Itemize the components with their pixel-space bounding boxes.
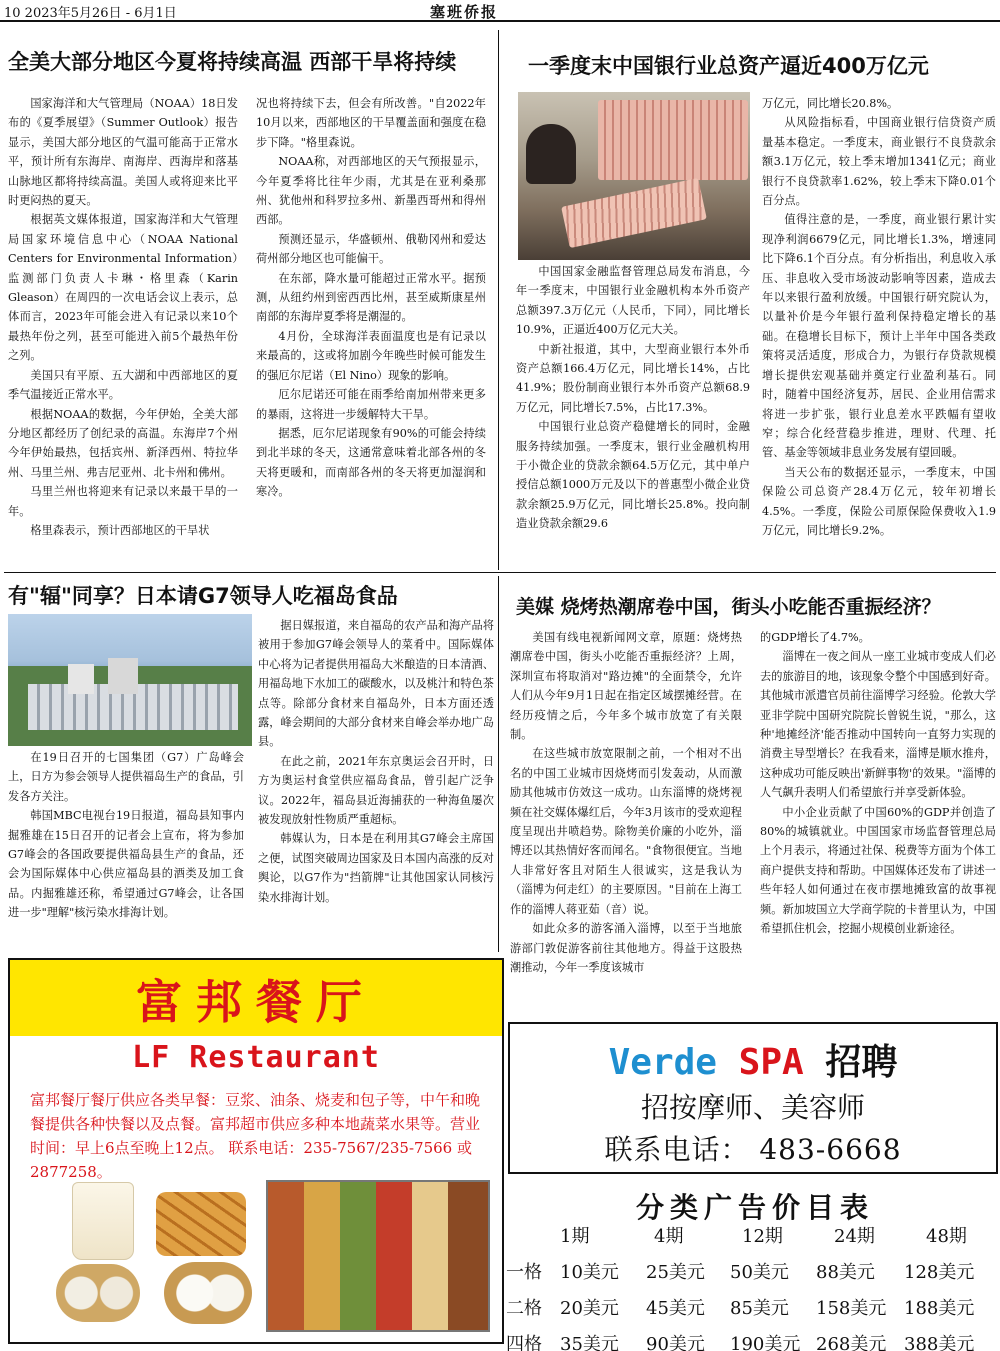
price-row-label: 四格 [506,1334,542,1351]
price-cell: 90美元 [646,1334,705,1351]
article3-col-left [8,748,244,948]
spa-phone: 联系电话： 483-6668 [604,1133,902,1166]
paragraph: 据悉，厄尔尼诺现象有90%的可能会持续到北半球的冬天，这通常意味着北部各州的冬天将更暖和，而南部各州的冬天将更加湿润和寒冷。 [256,426,486,499]
price-header: 4期 [654,1226,684,1247]
price-cell: 85美元 [730,1298,789,1319]
price-cell: 25美元 [646,1262,705,1283]
reactor-building [68,664,94,694]
price-cell: 188美元 [904,1298,975,1319]
price-header: 1期 [560,1226,590,1247]
paragraph: 值得注意的是，一季度，商业银行累计实现净利润6679亿元，同比增长1.3%，增速同比下降6.1个百分点。有分析指出，利息收入承压、非息收入受市场波动影响等因素，造成去年以来银行盈利放缓。中国银行研究院认为，以量补价是今年银行盈利保持稳定增长的基础。在稳增长目标下，预计上半年中国各类政策将灵活适度，形成合力，为银行存贷款规模增长提供宏观基础并奠定行业盈利基石。同时，随着中国经济复苏，居民、企业用信需求将进一步扩张，银行业息差水平跌幅有望收窄；综合化经营稳步推进，理财、代理、托管、基金等领域非息业务发展有望回暖。 [762,213,996,460]
paragraph: 美国只有平原、五大湖和中西部地区的夏季气温接近正常水平。 [8,368,238,402]
price-cell: 190美元 [730,1334,801,1351]
spa-ad [508,1022,998,1174]
article3-headline: 有"辐"同享？日本请G7领导人吃福岛食品 [8,584,398,608]
restaurant-name-cn: 富邦餐厅 [136,975,376,1029]
price-table-header [504,1222,998,1252]
price-header: 12期 [742,1226,783,1247]
paragraph: 在19日召开的七国集团（G7）广岛峰会上，日方为参会领导人提供福岛生产的食品，引发各方关注。 [8,751,244,803]
paragraph: 况也将持续下去，但会有所改善。"自2022年10月以来，西部地区的干旱覆盖面和强度在稳步下降。"格里森说。 [256,97,486,149]
bank-teller-photo [518,92,750,260]
cash-stacks [598,100,748,180]
price-cell: 35美元 [560,1334,619,1351]
steamed-bun-icon [164,1262,252,1324]
price-table-title: 分类广告价目表 [635,1191,874,1224]
price-cell: 20美元 [560,1298,619,1319]
paragraph: 从风险指标看，中国商业银行信贷资产质量基本稳定。一季度末，商业银行不良贷款余额3.1万亿元，较上季末增加1341亿元；商业银行不良贷款率1.62%，较上季末下降0.01个百分点。 [762,116,996,208]
paragraph: 预测还显示，华盛顿州、俄勒冈州和爱达荷州部分地区也可能偏干。 [256,232,486,266]
shumai-icon [56,1264,140,1322]
paragraph: 格里森表示，预计西部地区的干旱状 [30,523,210,537]
article4-headline: 美媒 烧烤热潮席卷中国，街头小吃能否重振经济？ [516,596,941,618]
paragraph: 据日媒报道，来自福岛的农产品和海产品将被用于参加G7峰会领导人的菜肴中。国际媒体中心将为记者提供用福岛大米酿造的日本清酒、用福岛地下水加工的碳酸水，以及桃汁和特色茶点等。除部分食材来自福岛外，日本方面还透露，峰会期间的大部分食材来自峰会举办地广岛县。 [258,619,494,749]
paragraph: 韩媒认为，日本是在利用其G7峰会主席国之便，试图突破周边国家及日本国内高涨的反对舆论，以G7作为"挡箭牌"让其他国家认同核污染水排海计划。 [258,832,494,904]
spa-title [510,1034,996,1085]
paragraph: 4月份，全球海洋表面温度也是有记录以来最高的，这或将加剧今年晚些时候可能发生的强厄尔尼诺（El Nino）现象的影响。 [256,329,486,382]
paragraph: 中国银行业总资产稳健增长的同时，金融服务持续加强。一季度末，银行业金融机构用于小微企业的贷款余额64.5万亿元，其中单户授信总额1000万元及以下的普惠型小微企业贷款余额25.9万亿元，同比增长25.8%。投向制造业贷款余额29.6 [516,420,750,531]
price-row [504,1294,998,1324]
paragraph: 根据NOAA的数据，今年伊始，全美大部分地区都经历了创纪录的高温。东海岸7个州今年伊始最热，包括宾州、新泽西州、特拉华州、马里兰州、弗吉尼亚州、北卡州和佛州。 [8,407,238,479]
paragraph: 中国国家金融监督管理总局发布消息，今年一季度末，中国银行业金融机构本外币资产总额397.3万亿元（人民币，下同），同比增长10.9%，正逼近400万亿元大关。 [516,265,750,337]
article4-col2 [760,628,996,1012]
column-divider [498,30,499,570]
article2-col2 [762,94,996,570]
paragraph: 如此众多的游客涌入淄博，以至于当地旅游部门敦促游客前往其他地方。得益于这股热潮推动，今年一季度该城市 [510,922,742,974]
fried-dough-icon [156,1192,246,1256]
paragraph: 在东部，降水量可能超过正常水平。据预测，从纽约州到密西西比州，甚至威斯康星州南部的东海岸夏季将是潮湿的。 [256,271,486,324]
spa-title-hiring: 招聘 [825,1042,898,1083]
paragraph: 淄博在一夜之间从一座工业城市变成人们必去的旅游目的地，该现象令整个中国感到好奇。其他城市派遣官员前往淄博学习经验。伦敦大学亚非学院中国研究院院长曾锐生说，"那么，这种'地摊经济'能否推动中国转向一直努力实现的消费主导型增长？在我看来，淄博是顺水推舟，这种成功可能反映出'新鲜事物'的效果。"淄博的人气飙升表明人们希望旅行并享受新体验。 [760,650,996,800]
restaurant-phone: 联系电话：235-7567/235-7566 或 2877258。 [30,1139,472,1181]
price-header: 48期 [926,1226,967,1247]
paragraph: 的GDP增长了4.7%。 [760,631,870,644]
spa-title-verde: Verde [608,1042,717,1083]
paragraph: 国家海洋和大气管理局（NOAA）18日发布的《夏季展望》（Summer Outlook）报告显示，美国大部分地区的气温可能高于正常水平，预计所有东海岸、南海岸、西海岸和落基山脉地区都将持续高温。美国人或将迎来比平时更闷热的夏天。 [8,97,238,208]
restaurant-banner [10,960,502,1036]
buffet-trays-icon [266,1180,490,1332]
paragraph: 当天公布的数据还显示，一季度末，中国保险公司总资产28.4万亿元，较年初增长4.5%。一季度，保险公司原保险保费收入1.9万亿元，同比增长9.2%。 [762,465,996,537]
paragraph: 在此之前，2021年东京奥运会召开时，日方为奥运村食堂供应福岛食品，曾引起广泛争议。2022年，福岛县近海捕获的一种海鱼屡次被发现放射性物质严重超标。 [258,754,494,827]
restaurant-desc-text: 富邦餐厅餐厅供应各类早餐：豆浆、油条、烧麦和包子等，中午和晚餐提供各种快餐以及点餐。富邦超市供应多种本地蔬菜水果等。营业时间：早上6点至晚上12点。 [30,1091,481,1157]
price-cell: 128美元 [904,1262,975,1283]
article4-col1 [510,628,742,1012]
paragraph: 在这些城市放宽限制之前，一个相对不出名的中国工业城市因烧烤而引发轰动，从而激励其他城市仿效这一成功。山东淄博的烧烤视频在社交媒体爆红后，今年3月该市的受欢迎程度呈现出井喷趋势。除物美价廉的小吃外，淄博还以其热情好客而闻名。"食物很便宜。当地人非常好客且对陌生人很诚实，这是我认为（淄博为何走红）的主要原因。"目前在上海工作的淄博人蒋亚茹（音）说。 [510,747,742,916]
paragraph: 中小企业贡献了中国60%的GDP并创造了80%的城镇就业。中国国家市场监督管理总局上个月表示，将通过社保、税费等方面为个体工商户提供支持和帮助。中国媒体还发布了讲述一些年轻人如何通过在夜市摆地摊致富的故事视频。新加坡国立大学商学院的卡普里认为，中国希望抓住机会，挖掘小规模创业新途径。 [760,805,996,936]
paragraph: 中新社报道，其中，大型商业银行本外币资产总额166.4万亿元，同比增长14%，占比41.9%；股份制商业银行本外币资产总额68.9万亿元，同比增长7.5%，占比17.3%。 [516,342,750,414]
spa-positions: 招按摩师、美容师 [640,1091,865,1124]
restaurant-name-en: LF Restaurant [132,1040,380,1075]
article2-headline: 一季度末中国银行业总资产逼近400万亿元 [528,54,929,78]
price-row-label: 一格 [506,1262,542,1283]
paragraph: 美国有线电视新闻网文章，原题：烧烤热潮席卷中国，街头小吃能否重振经济？上周，深圳宣布将取消对"路边摊"的全面禁令，允许人们从今年9月1日起在指定区域摆摊经营。在经历疫情之后，今年多个城市放宽了有关限制。 [510,631,742,742]
restaurant-ad [8,958,504,1344]
section-divider [4,572,996,573]
article1-col2 [256,94,486,550]
paragraph: 根据英文媒体报道，国家海洋和大气管理局国家环境信息中心（NOAA National Centers for Environmental Information）监测部门负责人卡琳・格里森（Karin Gleason）在周四的一次电话会议上表示，总体而言，2023年可能会进入有记录以来10个最热年份之列，甚至可能进入前5个最热年份之列。 [8,213,238,363]
price-cell: 88美元 [816,1262,875,1283]
soy-milk-cup-icon [72,1182,134,1260]
fanned-notes [561,178,707,248]
price-cell: 50美元 [730,1262,789,1283]
fukushima-plant-photo [8,614,252,746]
article1-headline: 全美大部分地区今夏将持续高温 西部干旱将持续 [8,50,457,74]
price-row-label: 二格 [506,1298,542,1319]
spa-title-spa: SPA [738,1042,804,1083]
masthead [0,0,1000,22]
restaurant-description [30,1088,486,1184]
paper-name: 塞班侨报 [430,3,499,21]
article1-col1 [8,94,238,570]
column-divider [498,576,499,952]
paragraph: 韩国MBC电视台19日报道，福岛县知事内掘雅雄在15日召开的记者会上宣布，将为参加G7峰会的各国政要提供福岛县生产的食品，还会为国际媒体中心供应福岛县的酒类及加工食品。内掘雅雄还称，希望通过G7峰会，让各国进一步"理解"核污染水排海计划。 [8,809,244,920]
price-row [504,1330,998,1351]
paragraph: 马里兰州也将迎来有记录以来最干旱的一年。 [8,485,238,518]
price-header: 24期 [834,1226,875,1247]
price-cell: 268美元 [816,1334,887,1351]
reactor-building [108,658,138,694]
price-row [504,1258,998,1288]
price-cell: 158美元 [816,1298,887,1319]
paragraph: 万亿元，同比增长20.8%。 [762,97,899,110]
paragraph: NOAA称，对西部地区的天气预报显示，今年夏季将比往年少雨，尤其是在亚利桑那州、犹他州和科罗拉多州、新墨西哥州和得州西部。 [256,155,486,227]
teller-figure [526,124,576,184]
article3-col-right [258,616,494,948]
price-cell: 388美元 [904,1334,975,1351]
price-cell: 45美元 [646,1298,705,1319]
article2-col1 [516,262,750,568]
price-cell: 10美元 [560,1262,619,1283]
issue-date: 10 2023年5月26日 - 6月1日 [4,6,177,21]
paragraph: 厄尔尼诺还可能在雨季给南加州带来更多的暴雨，这将进一步缓解特大干旱。 [256,388,486,421]
